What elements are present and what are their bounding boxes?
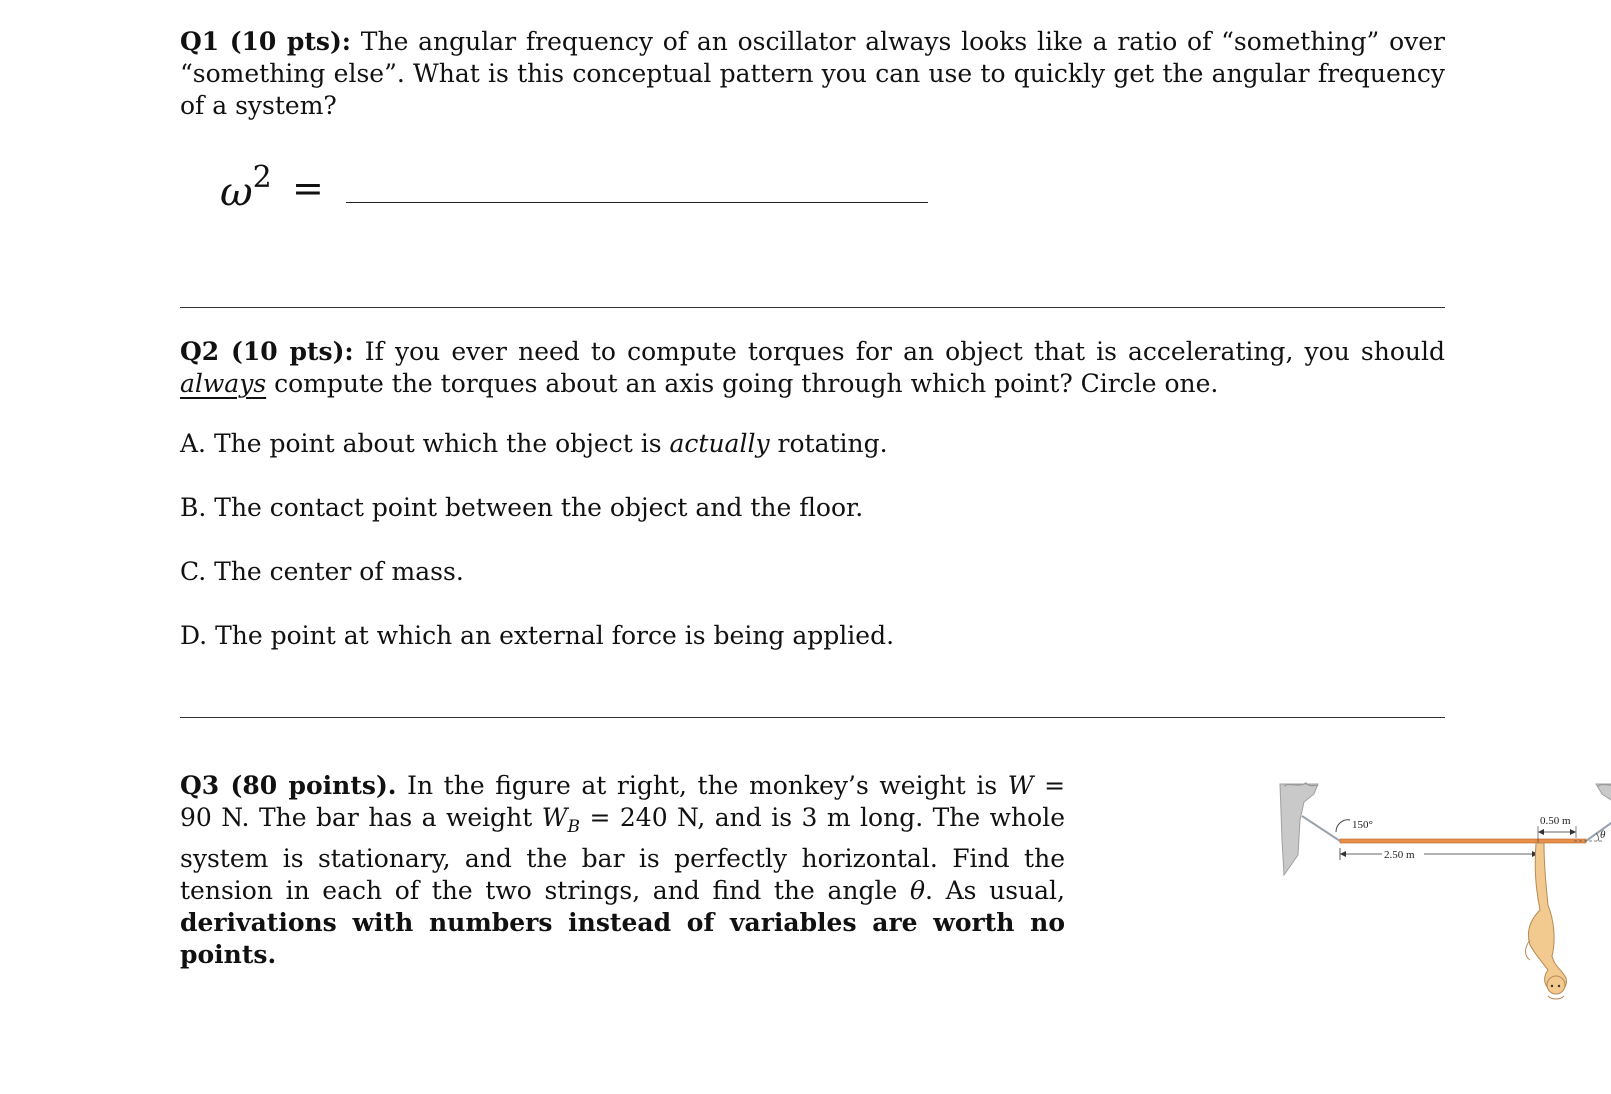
option-d-letter: D. [180, 621, 208, 650]
option-a-after: rotating. [777, 429, 888, 458]
option-c-letter: C. [180, 557, 207, 586]
option-b-text: The contact point between the object and the floor. [214, 493, 864, 522]
q1-text: The angular frequency of an oscillator always looks like a ratio of “something” over “something else”. What is this conceptual pattern you can use to quickly get the angular frequency of a system? [180, 27, 1446, 120]
q2-emphasis: always [180, 369, 267, 398]
omega-exponent: 2 [252, 160, 272, 195]
option-d-text: The point at which an external force is being applied. [215, 621, 895, 650]
option-b-letter: B. [180, 493, 207, 522]
option-c-text: The center of mass. [214, 557, 464, 586]
q3-heading: Q3 (80 points). [180, 771, 397, 800]
omega-symbol: $\omega^2$ [220, 160, 272, 216]
q3-text-2: = 90 N. The bar has a weight [180, 771, 1066, 832]
divider-2 [180, 717, 1445, 718]
monkey-icon [1526, 843, 1567, 999]
equals-sign: = [292, 166, 324, 210]
q3-text-4: . As usual, [925, 876, 1066, 905]
q2-text-before: If you ever need to compute torques for an object that is accelerating, you should [364, 337, 1446, 366]
q1-paragraph [180, 26, 1445, 122]
left-tree-icon [1280, 783, 1318, 875]
q1-heading: Q1 (10 pts): [180, 27, 352, 56]
length-label: 2.50 m [1384, 849, 1415, 861]
w-symbol: W [1007, 771, 1034, 800]
option-a-italic: actually [669, 429, 770, 458]
offset-label: 0.50 m [1540, 815, 1571, 827]
q2-heading: Q2 (10 pts): [180, 337, 354, 366]
option-c[interactable] [180, 556, 464, 588]
answer-blank[interactable] [346, 202, 928, 203]
option-a-text: The point about which the object is [213, 429, 662, 458]
left-string [1302, 816, 1340, 841]
angle-label: 150° [1352, 819, 1373, 831]
q3-paragraph [180, 770, 1065, 971]
bar [1340, 839, 1586, 843]
theta-label: θ [1600, 829, 1606, 841]
q3-bold-text: derivations with numbers instead of variables are worth no points. [180, 908, 1065, 969]
q3-text-3: = 240 N, and is 3 m long. The whole system is stationary, and the bar is perfectly horizontal. Find the tension in each of the two strings, and find the angle [180, 803, 1065, 905]
wb-symbol: $W_B$ [541, 803, 580, 837]
monkey-bar-figure [1278, 780, 1611, 1005]
option-a[interactable] [180, 428, 888, 460]
option-a-letter: A. [180, 429, 207, 458]
q2-paragraph [180, 336, 1445, 400]
q3-text-1: In the figure at right, the monkey’s weight is [407, 771, 998, 800]
option-b[interactable] [180, 492, 863, 524]
q2-text-after: compute the torques about an axis going through which point? Circle one. [274, 369, 1219, 398]
option-d[interactable] [180, 620, 894, 652]
divider-1 [180, 307, 1445, 308]
q1-answer-line [220, 144, 980, 234]
theta-symbol: θ [909, 876, 925, 905]
